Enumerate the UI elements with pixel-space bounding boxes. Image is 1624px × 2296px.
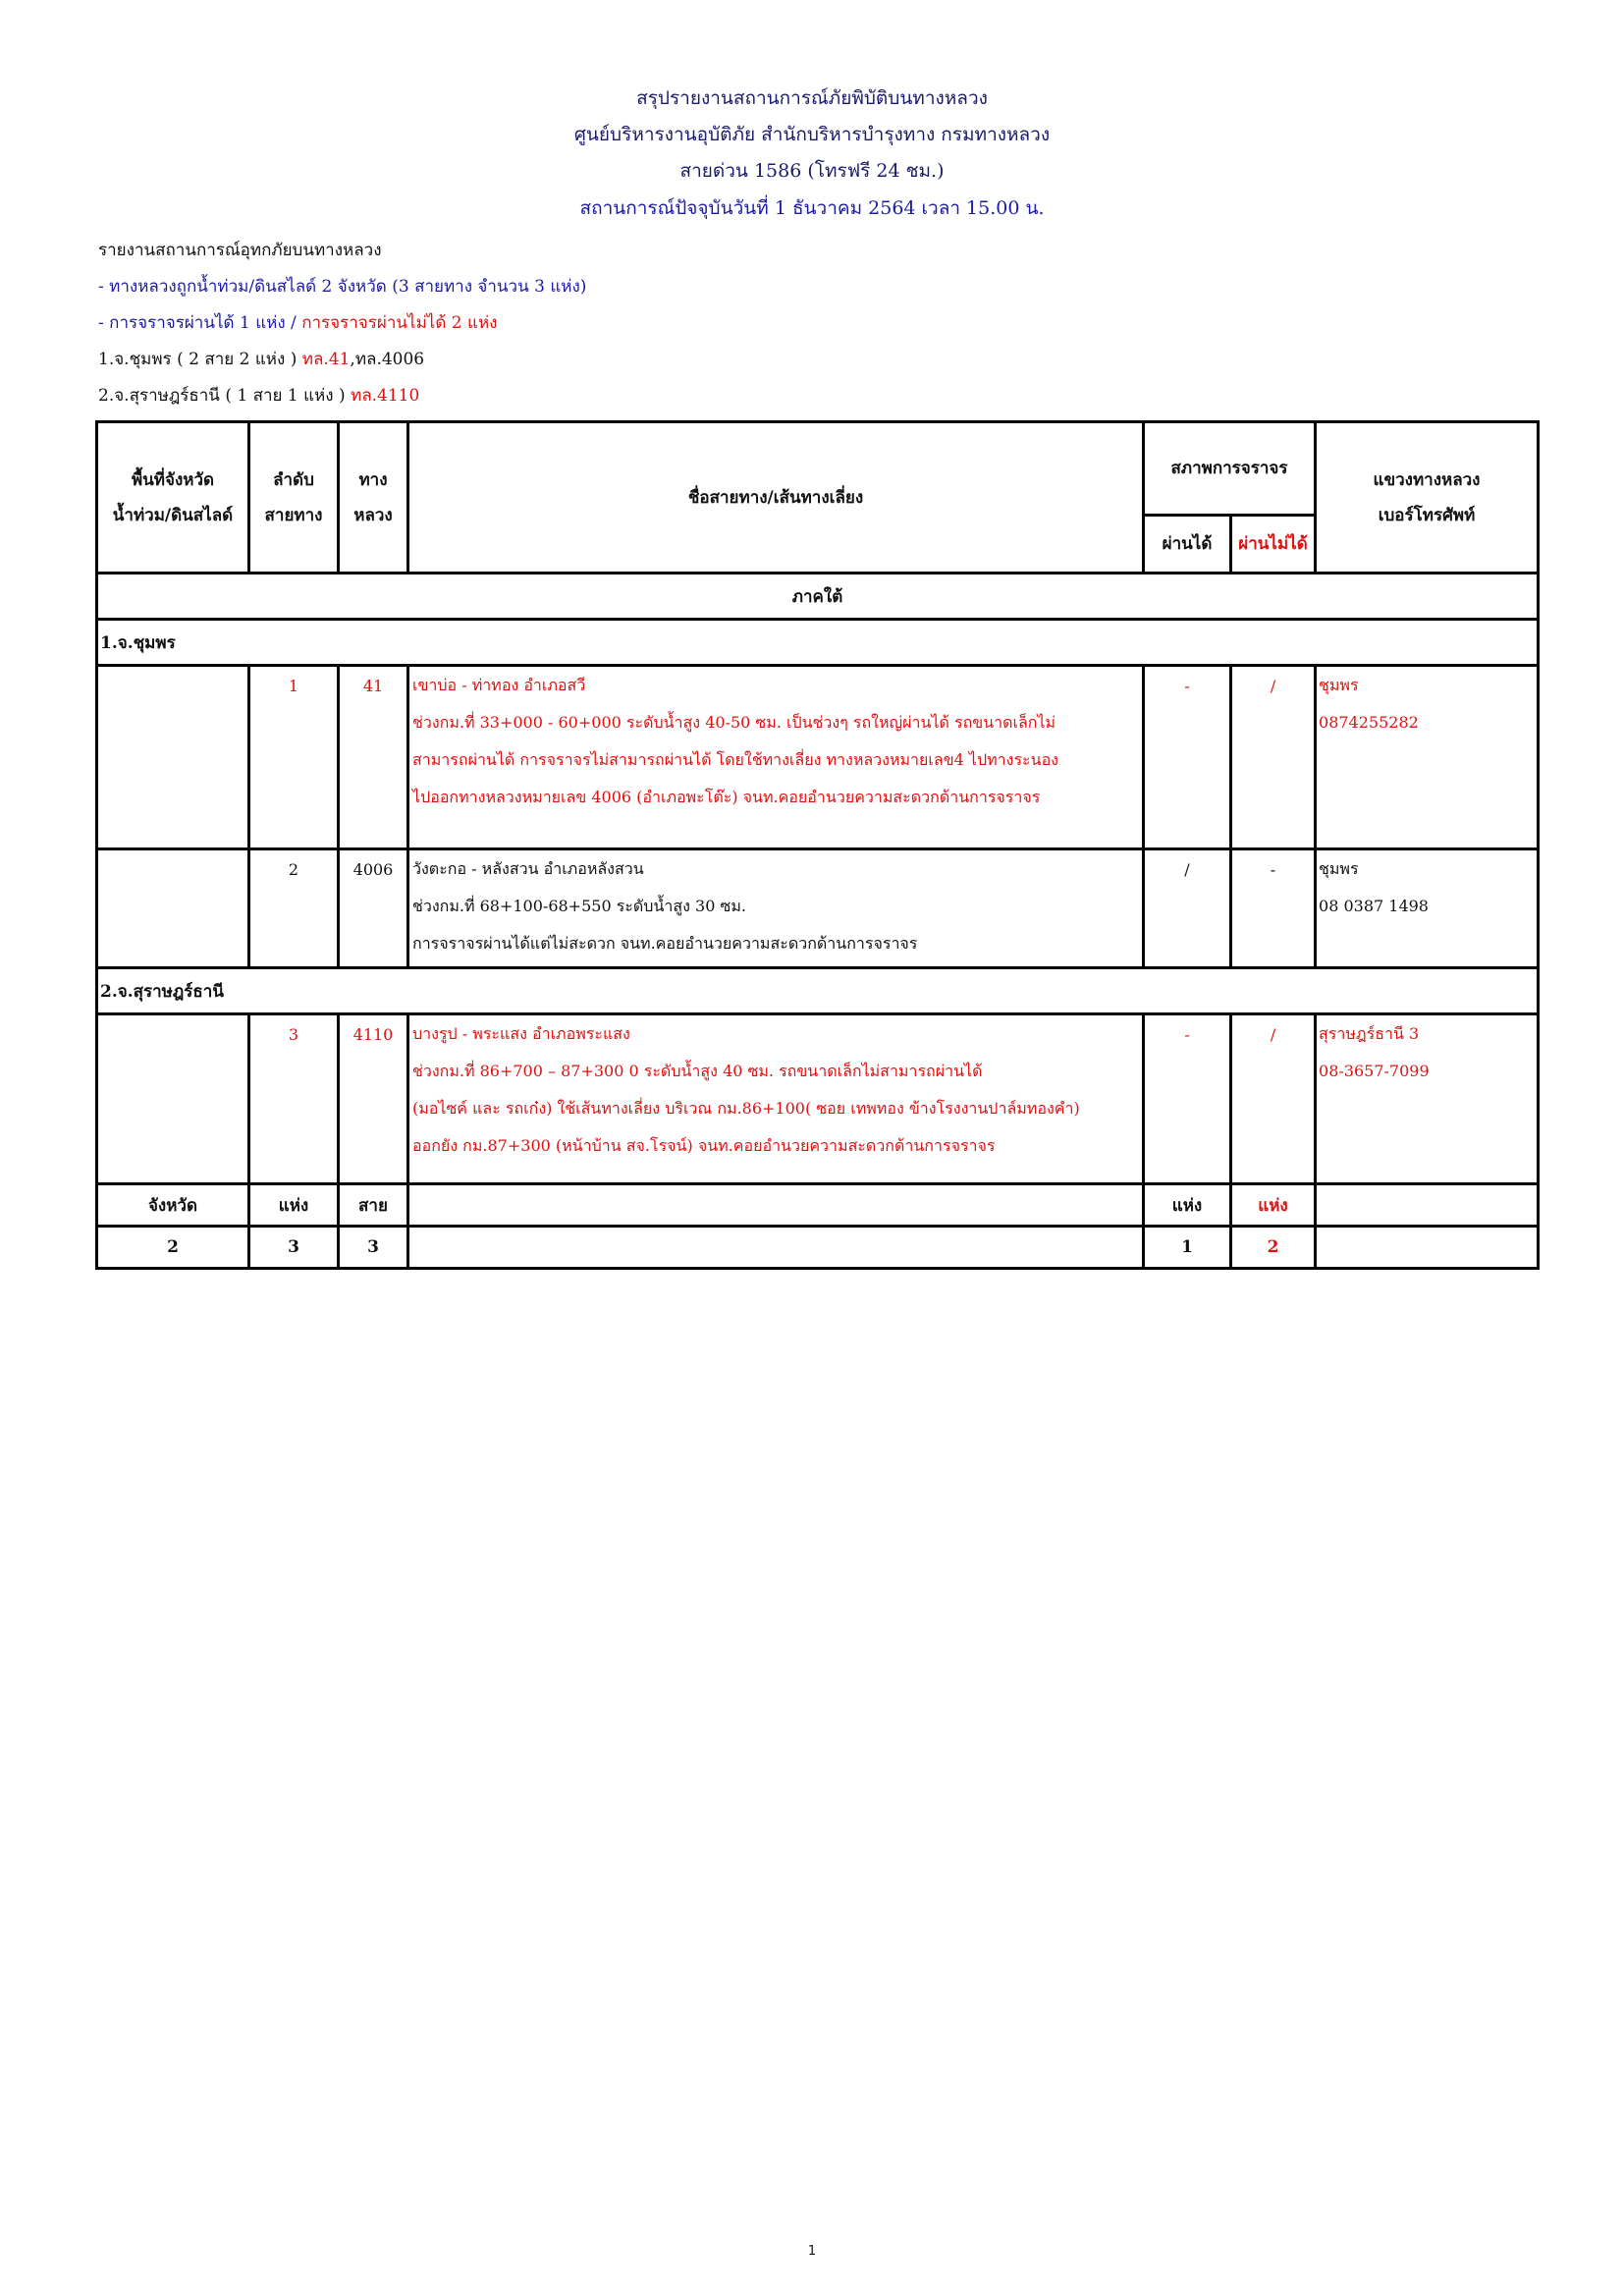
nopass-cell: /: [1231, 1014, 1316, 1184]
total-provinces-label: จังหวัด: [97, 1184, 249, 1227]
area-cell: [97, 849, 249, 968]
nopass-cell: -: [1231, 849, 1316, 968]
province-2-highway-red: ทล.4110: [351, 386, 420, 406]
totals-value-row: [97, 1227, 1539, 1269]
province-1-highway-rest: ,ทล.4006: [350, 350, 425, 369]
pass-cell: -: [1144, 666, 1231, 849]
area-cell: [97, 1014, 249, 1184]
col-header-office: แขวงทางหลวง เบอร์โทรศัพท์: [1316, 422, 1539, 574]
pass-cell: -: [1144, 1014, 1231, 1184]
province-row: [97, 968, 1539, 1014]
col-header-pass: ผ่านได้: [1144, 516, 1231, 574]
nopass-cell: /: [1231, 666, 1316, 849]
summary-passable: - การจราจรผ่านได้ 1 แห่ง /: [98, 313, 297, 333]
region-label: ภาคใต้: [97, 574, 1539, 620]
summary-province-1: [98, 349, 424, 370]
highway-cell: 4006: [339, 849, 408, 968]
report-datetime: สถานการณ์ปัจจุบันวันที่ 1 ธันวาคม 2564 เวลา 15.00 น.: [579, 197, 1045, 219]
route-cell: วังตะกอ - หลังสวน อำเภอหลังสวน ช่วงกม.ที่ 68+100-68+550 ระดับน้ำสูง 30 ซม. การจราจรผ่านได้แต่ไม่สะดวก จนท.คอยอำนวยความสะดวกด้านการจราจร: [408, 849, 1144, 968]
col-header-order: ลำดับ สายทาง: [249, 422, 339, 574]
table-header-row: [97, 422, 1539, 516]
route-cell: เขาบ่อ - ท่าทอง อำเภอสวี ช่วงกม.ที่ 33+000 - 60+000 ระดับน้ำสูง 40-50 ซม. เป็นช่วงๆ รถใหญ่ผ่านได้ รถขนาดเล็กไม่ สามารถผ่านได้ การจราจรไม่สามารถผ่านได้ โดยใช้ทางเลี่ยง ทางหลวงหมายเลข4 ไปทางระนอง ไปออกทางหลวงหมายเลข 4006 (อำเภอพะโต๊ะ) จนท.คอยอำนวยความสะดวกด้านการจราจร: [408, 666, 1144, 849]
table-row: [97, 1014, 1539, 1184]
col-header-area: พื้นที่จังหวัด น้ำท่วม/ดินสไลด์: [97, 422, 249, 574]
office-cell: ชุมพร 08 0387 1498: [1316, 849, 1539, 968]
report-subtitle-agency: ศูนย์บริหารงานอุบัติภัย สำนักบริหารบำรุงทาง กรมทางหลวง: [573, 124, 1051, 145]
office-cell: สุราษฎร์ธานี 3 08-3657-7099: [1316, 1014, 1539, 1184]
report-hotline: สายด่วน 1586 (โทรฟรี 24 ชม.): [679, 160, 945, 182]
total-routes-value: 3: [339, 1227, 408, 1269]
order-cell: 1: [249, 666, 339, 849]
total-nopass-label: แห่ง: [1231, 1184, 1316, 1227]
summary-heading: รายงานสถานการณ์อุทกภัยบนทางหลวง: [98, 241, 382, 260]
province-label: 1.จ.ชุมพร: [97, 620, 1539, 666]
highway-cell: 41: [339, 666, 408, 849]
highway-cell: 4110: [339, 1014, 408, 1184]
province-1-highway-red: ทล.41: [301, 350, 351, 369]
totals-label-row: [97, 1184, 1539, 1227]
col-header-nopass: ผ่านไม่ได้: [1231, 516, 1316, 574]
total-places-label: แห่ง: [249, 1184, 339, 1227]
order-cell: 2: [249, 849, 339, 968]
summary-affected: - ทางหลวงถูกน้ำท่วม/ดินสไลด์ 2 จังหวัด (3 สายทาง จำนวน 3 แห่ง): [98, 277, 587, 297]
order-cell: 3: [249, 1014, 339, 1184]
province-row: [97, 620, 1539, 666]
page-number: 1: [807, 2244, 817, 2259]
summary-impassable: การจราจรผ่านไม่ได้ 2 แห่ง: [301, 313, 498, 333]
route-cell: บางรูป - พระแสง อำเภอพระแสง ช่วงกม.ที่ 86+700 – 87+300 0 ระดับน้ำสูง 40 ซม. รถขนาดเล็กไม่สามารถผ่านได้ (มอไซค์ และ รถเก๋ง) ใช้เส้นทางเลี่ยง บริเวณ กม.86+100( ซอย เทพทอง ข้างโรงงานปาล์มทองคำ) ออกยัง กม.87+300 (หน้าบ้าน สจ.โรจน์) จนท.คอยอำนวยความสะดวกด้านการจราจร: [408, 1014, 1144, 1184]
table-row: [97, 849, 1539, 968]
total-provinces-value: 2: [97, 1227, 249, 1269]
area-cell: [97, 666, 249, 849]
col-header-traffic: สภาพการจราจร: [1144, 422, 1316, 516]
flood-status-table: [95, 420, 1540, 1270]
total-places-value: 3: [249, 1227, 339, 1269]
province-label: 2.จ.สุราษฎร์ธานี: [97, 968, 1539, 1014]
region-row: [97, 574, 1539, 620]
col-header-highway: ทาง หลวง: [339, 422, 408, 574]
pass-cell: /: [1144, 849, 1231, 968]
total-routes-label: สาย: [339, 1184, 408, 1227]
report-title: สรุปรายงานสถานการณ์ภัยพิบัติบนทางหลวง: [636, 87, 988, 109]
col-header-route: ชื่อสายทาง/เส้นทางเลี่ยง: [408, 422, 1144, 574]
province-2-count: 2.จ.สุราษฎร์ธานี ( 1 สาย 1 แห่ง ): [98, 386, 346, 406]
total-pass-value: 1: [1144, 1227, 1231, 1269]
total-pass-label: แห่ง: [1144, 1184, 1231, 1227]
province-1-count: 1.จ.ชุมพร ( 2 สาย 2 แห่ง ): [98, 350, 298, 369]
table-row: [97, 666, 1539, 849]
summary-province-2: [98, 385, 419, 407]
office-cell: ชุมพร 0874255282: [1316, 666, 1539, 849]
summary-traffic: [98, 312, 497, 334]
total-nopass-value: 2: [1231, 1227, 1316, 1269]
